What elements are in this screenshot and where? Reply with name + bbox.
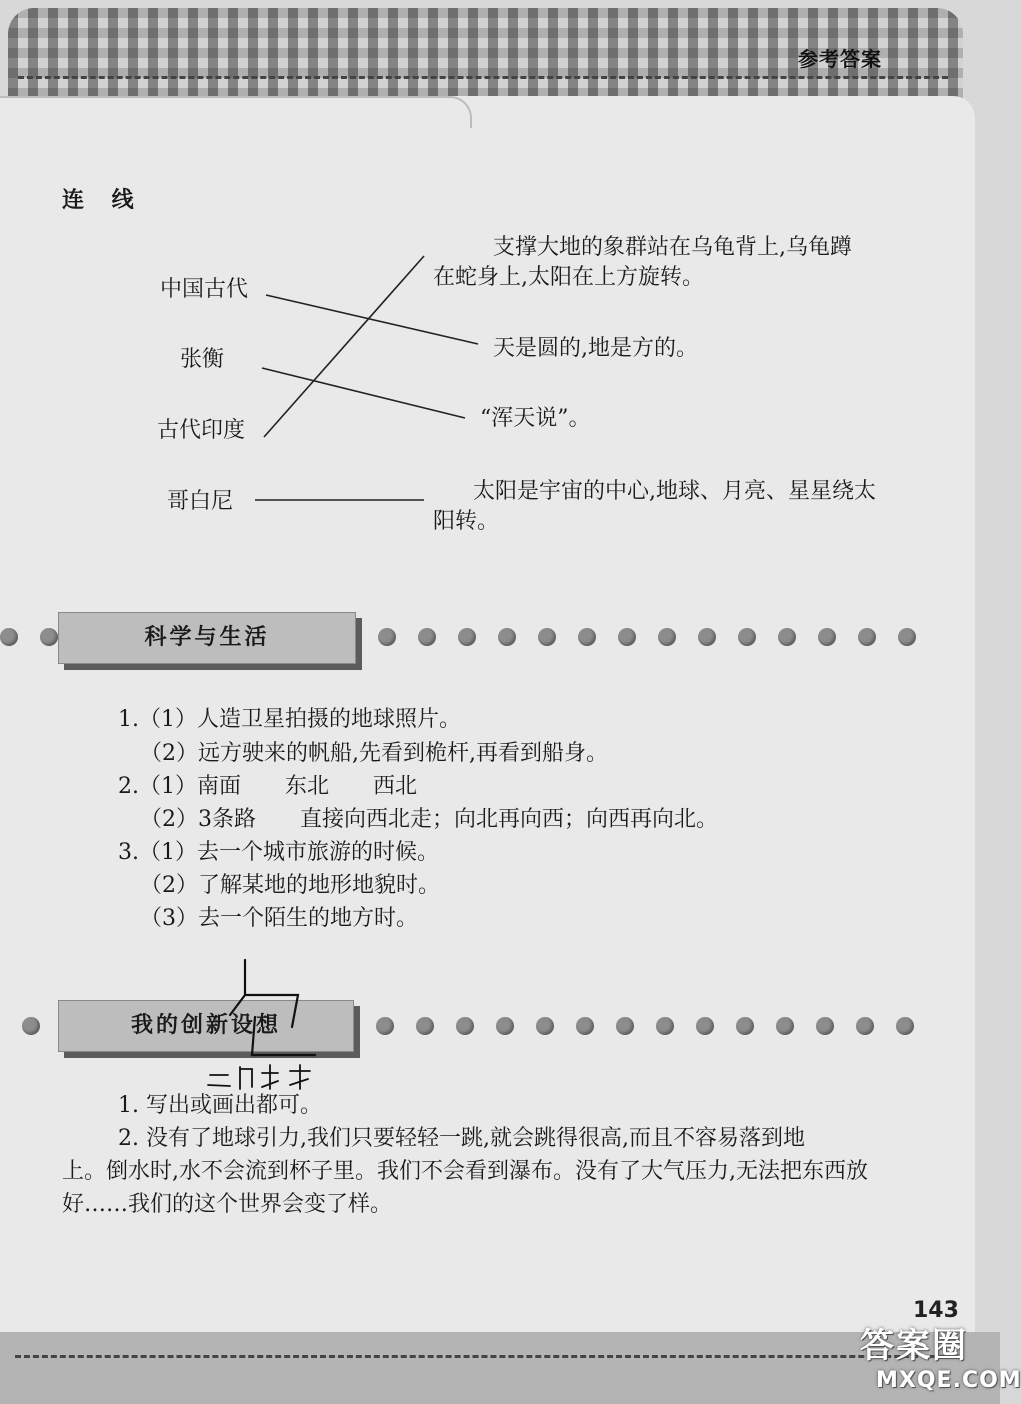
dot: [538, 628, 556, 646]
left-item-1: 中国古代: [160, 277, 249, 302]
dot: [778, 628, 796, 646]
dots-left-2: [22, 1017, 40, 1037]
dot: [496, 1017, 514, 1035]
right-item-2: 天是圆的,地是方的。: [493, 336, 698, 361]
dot: [738, 628, 756, 646]
dot: [456, 1017, 474, 1035]
dot: [696, 1017, 714, 1035]
handwritten-note: [200, 955, 330, 1095]
left-item-3: 古代印度: [157, 418, 246, 443]
answer-1-1: 1.（1）人造卫星拍摄的地球照片。: [118, 707, 461, 732]
page-number: 143: [913, 1298, 959, 1323]
dot: [736, 1017, 754, 1035]
dot: [618, 628, 636, 646]
answer-2-2: （2）3条路 直接向西北走；向北再向西；向西再向北。: [140, 807, 718, 832]
right-item-4-line2: 阳转。: [433, 509, 500, 534]
dot: [898, 628, 916, 646]
watermark-logo: [860, 1318, 1022, 1404]
dot: [416, 1017, 434, 1035]
watermark-text: 答案圈: [860, 1326, 968, 1366]
dots-right-2: [376, 1017, 914, 1037]
dots-right-1: [378, 628, 916, 648]
dot: [616, 1017, 634, 1035]
dot: [376, 1017, 394, 1035]
dot: [536, 1017, 554, 1035]
dot: [458, 628, 476, 646]
footer-divider: [15, 1355, 945, 1358]
matching-title: 连 线: [62, 188, 144, 213]
dot: [578, 628, 596, 646]
answer-2-1: 2.（1）南面 东北 西北: [118, 774, 417, 799]
dot: [576, 1017, 594, 1035]
dot: [418, 628, 436, 646]
dot: [498, 628, 516, 646]
right-item-1-line1: 支撑大地的象群站在乌龟背上,乌龟蹲: [493, 235, 852, 260]
left-item-2: 张衡: [180, 347, 225, 372]
innovation-2-line2: 上。倒水时,水不会流到杯子里。我们不会看到瀑布。没有了大气压力,无法把东西放: [62, 1159, 868, 1184]
dot: [40, 628, 58, 646]
dot: [658, 628, 676, 646]
dot: [856, 1017, 874, 1035]
right-item-4-line1: 太阳是宇宙的中心,地球、月亮、星星绕太: [473, 479, 876, 504]
dot: [656, 1017, 674, 1035]
answer-3-3: （3）去一个陌生的地方时。: [140, 906, 418, 931]
header-divider: [18, 76, 948, 79]
right-item-3: “浑天说”。: [480, 406, 591, 431]
dot: [0, 628, 18, 646]
dot: [698, 628, 716, 646]
answer-1-2: （2）远方驶来的帆船,先看到桅杆,再看到船身。: [140, 741, 608, 766]
dot: [896, 1017, 914, 1035]
header-label: 参考答案: [798, 47, 882, 71]
answer-3-1: 3.（1）去一个城市旅游的时候。: [118, 840, 439, 865]
section-title-science-life: 科学与生活: [58, 612, 356, 664]
dot: [858, 628, 876, 646]
dot: [378, 628, 396, 646]
section-title-innovation: 我的创新设想: [58, 1000, 354, 1052]
innovation-1: 1. 写出或画出都可。: [118, 1093, 322, 1118]
left-item-4: 哥白尼: [167, 489, 234, 514]
dot: [816, 1017, 834, 1035]
dot: [776, 1017, 794, 1035]
answer-3-2: （2）了解某地的地形地貌时。: [140, 873, 440, 898]
right-item-1-line2: 在蛇身上,太阳在上方旋转。: [433, 265, 704, 290]
dot: [818, 628, 836, 646]
watermark-url: MXQE.COM: [876, 1368, 1022, 1393]
innovation-2-line1: 2. 没有了地球引力,我们只要轻轻一跳,就会跳得很高,而且不容易落到地: [118, 1126, 805, 1151]
dots-left-1: [0, 628, 58, 648]
dot: [22, 1017, 40, 1035]
footer-band: [0, 1332, 1000, 1404]
innovation-2-line3: 好……我们的这个世界会变了样。: [62, 1192, 393, 1217]
